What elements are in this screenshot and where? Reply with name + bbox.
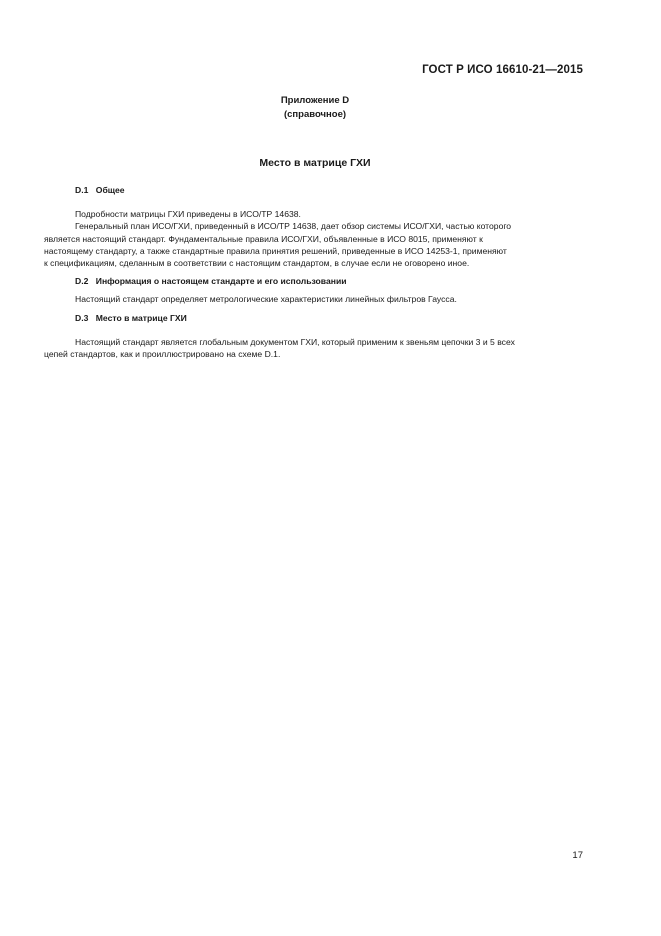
- annex-title: Место в матрице ГХИ: [259, 157, 371, 169]
- annex-label: Приложение D: [280, 95, 350, 106]
- clause-number: D.2: [75, 276, 89, 287]
- clause-d3: [44, 312, 583, 361]
- clause-heading: [75, 184, 583, 196]
- page-number: 17: [572, 850, 583, 861]
- paragraph-line: к спецификациям, сделанным в соответствии с настоящим стандартом, в случае если не оговорено иное.: [44, 258, 470, 269]
- clause-number: D.3: [75, 312, 89, 323]
- paragraph-line: является настоящий стандарт. Фундаментальные правила ИСО/ГХИ, объявленные в ИСО 8015, применяют к: [44, 233, 483, 244]
- annex-kind: (справочное): [283, 109, 347, 120]
- clause-title: Общее: [95, 185, 125, 195]
- paragraph-line: настоящему стандарту, а также стандартные правила принятия решений, приведенные в ИСО 14253-1, применяют: [44, 245, 507, 256]
- clause-title: Информация о настоящем стандарте и его использовании: [95, 276, 347, 287]
- paragraph: Настоящий стандарт является глобальным документом ГХИ, который применим к звеньям цепочки 3 и 5 всех: [75, 336, 515, 347]
- clause-d2: [75, 275, 583, 305]
- clause-title: Место в матрице ГХИ: [95, 312, 187, 323]
- clause-d1: [44, 184, 583, 269]
- clause-heading: [75, 312, 583, 324]
- paragraph: Генеральный план ИСО/ГХИ, приведенный в ИСО/ТР 14638, дает обзор системы ИСО/ГХИ, частью которого: [75, 221, 512, 232]
- annex-body: [44, 184, 583, 360]
- paragraph-line: цепей стандартов, как и проиллюстрировано на схеме D.1.: [44, 349, 281, 360]
- clause-heading: [75, 275, 583, 287]
- standard-designation: ГОСТ Р ИСО 16610-21—2015: [422, 64, 583, 76]
- paragraph: Настоящий стандарт определяет метрологические характеристики линейных фильтров Гаусса.: [75, 294, 457, 305]
- annex-heading: [0, 94, 630, 122]
- paragraph: Подробности матрицы ГХИ приведены в ИСО/ТР 14638.: [75, 209, 301, 220]
- clause-number: D.1: [75, 185, 89, 195]
